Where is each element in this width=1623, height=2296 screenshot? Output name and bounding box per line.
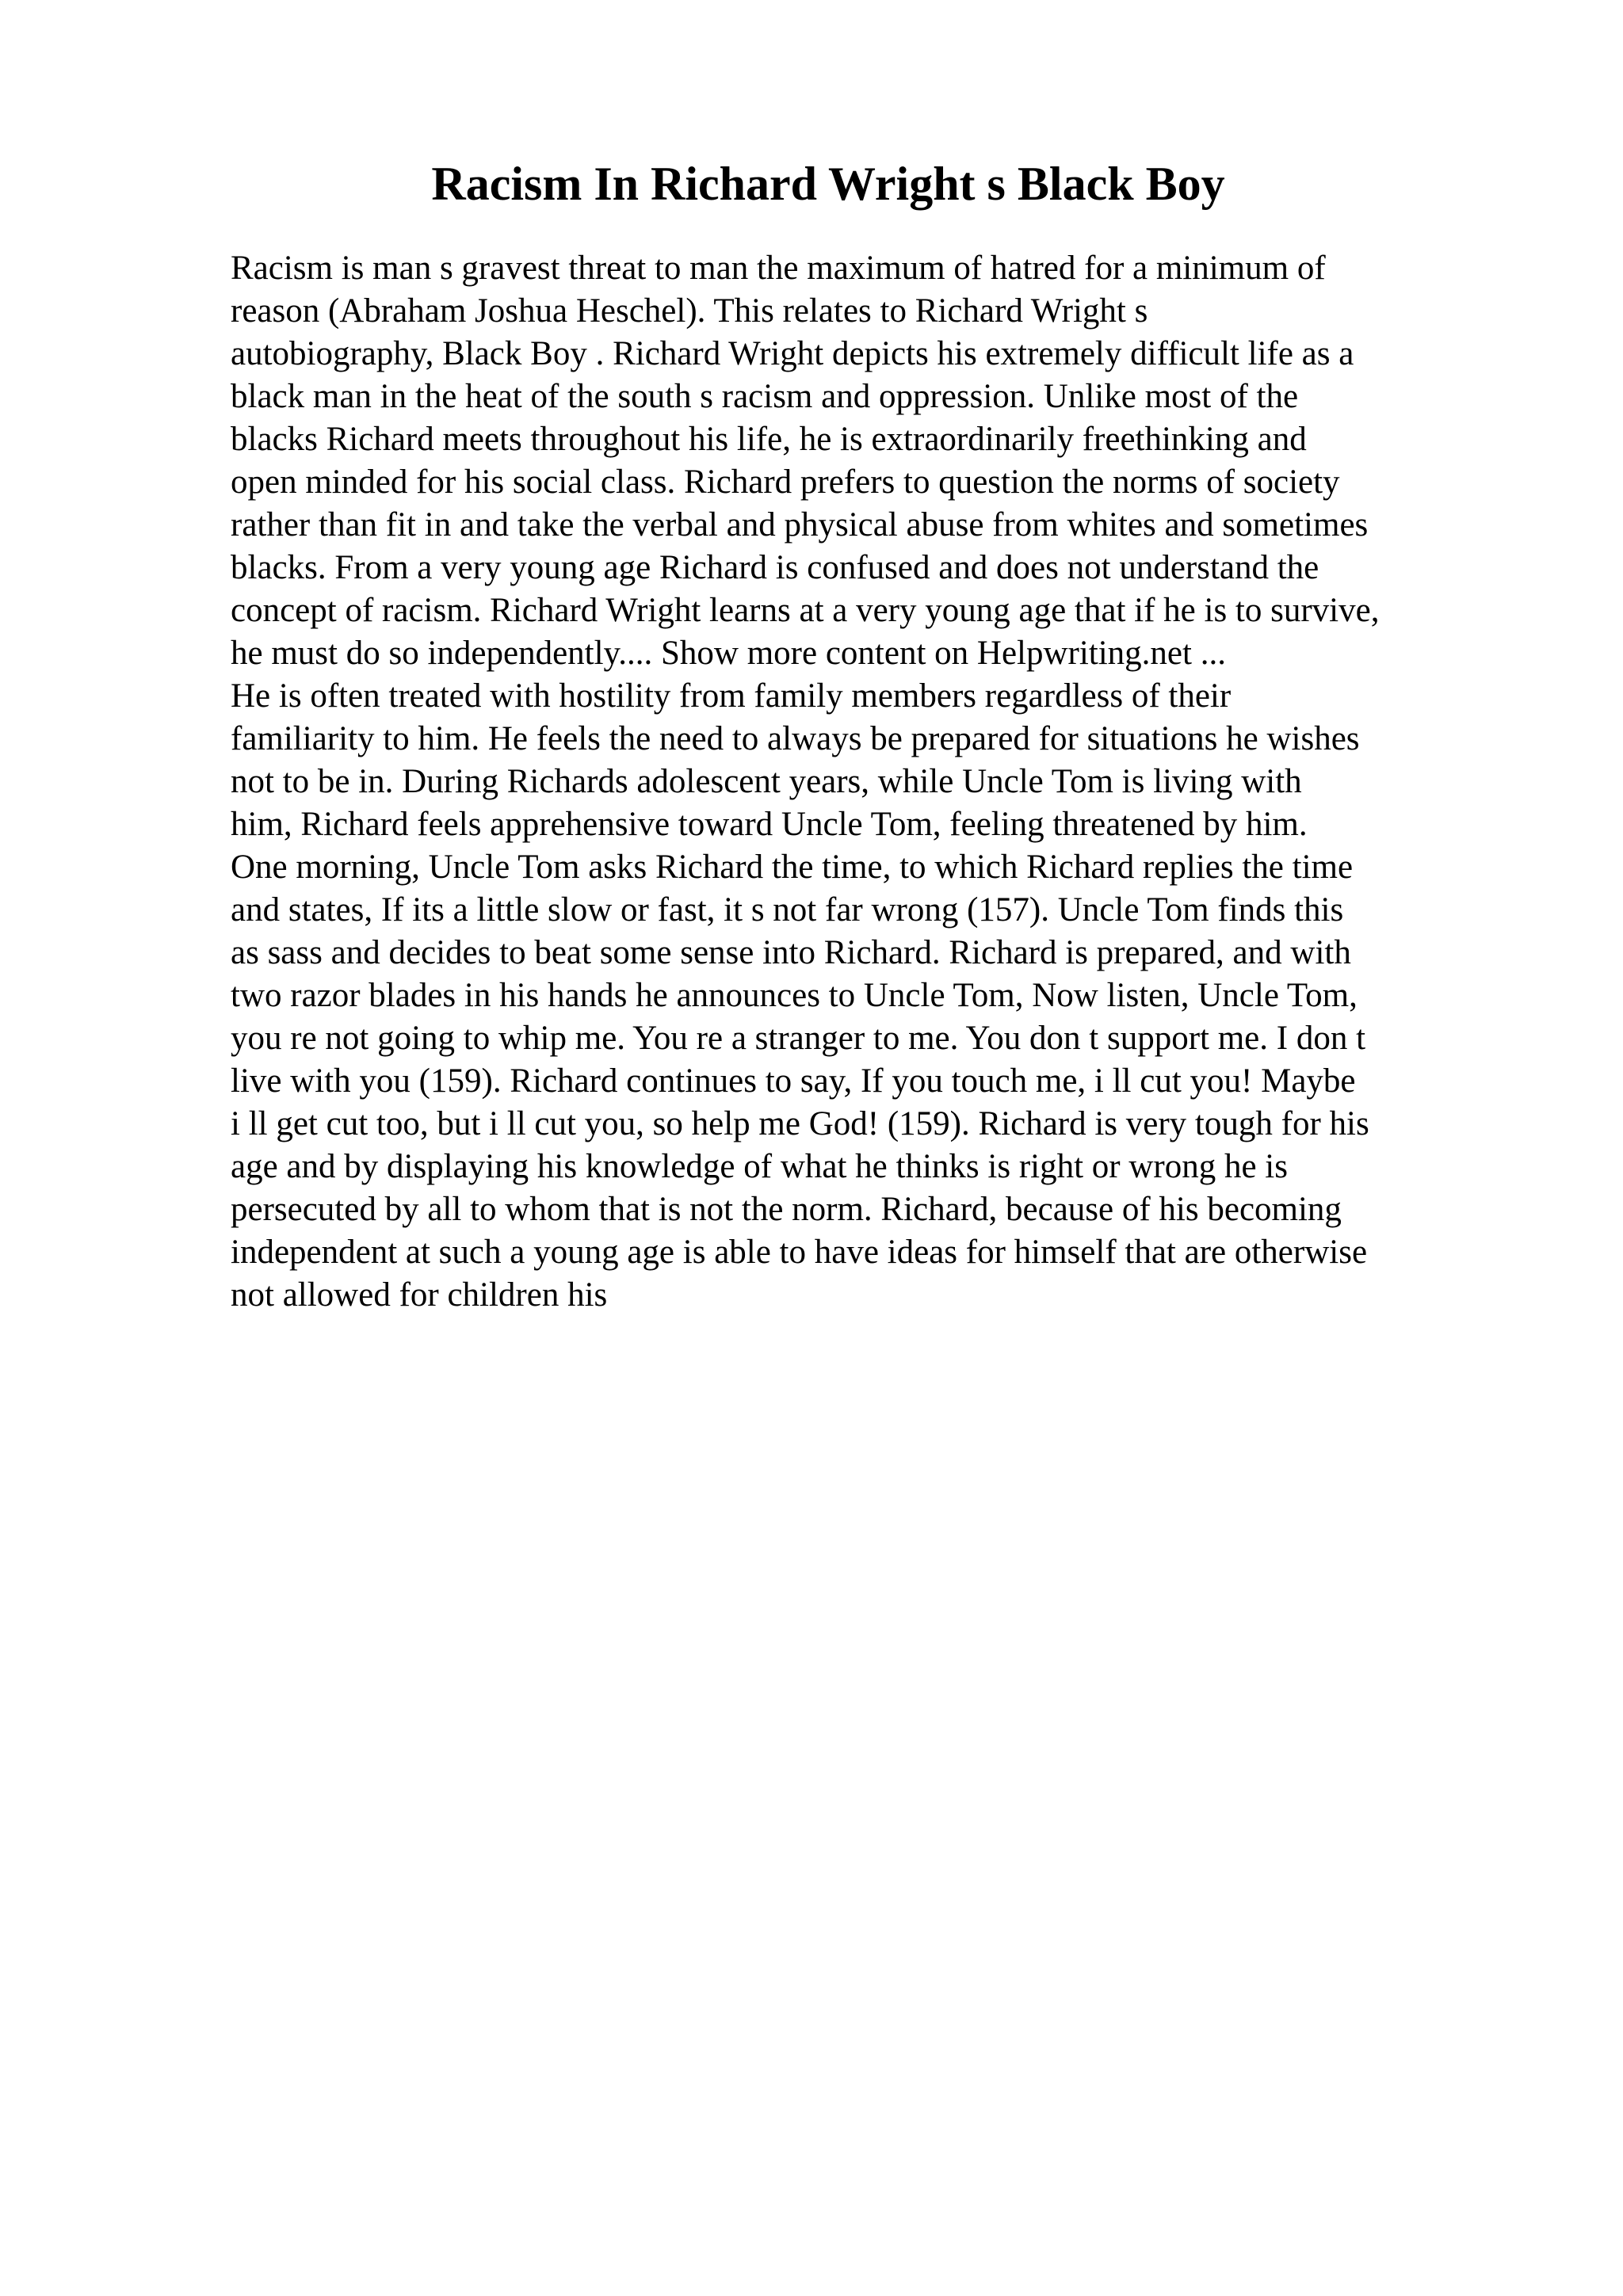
body-line: persecuted by all to whom that is not the norm. Richard, because of his becoming xyxy=(231,1191,1342,1228)
body-line: him, Richard feels apprehensive toward Uncle Tom, feeling threatened by him. xyxy=(231,806,1308,843)
body-line: two razor blades in his hands he announces to Uncle Tom, Now listen, Uncle Tom, xyxy=(231,977,1358,1014)
body-line: you re not going to whip me. You re a stranger to me. You don t support me. I don t xyxy=(231,1020,1366,1057)
body-line: autobiography, Black Boy . Richard Wright depicts his extremely difficult life as a xyxy=(231,335,1354,372)
body-line: concept of racism. Richard Wright learns at a very young age that if he is to survive, xyxy=(231,592,1380,629)
body-line: i ll get cut too, but i ll cut you, so help me God! (159). Richard is very tough for his xyxy=(231,1105,1369,1142)
body-line: independent at such a young age is able to have ideas for himself that are otherwise xyxy=(231,1234,1368,1271)
body-line: and states, If its a little slow or fast, it s not far wrong (157). Uncle Tom finds this xyxy=(231,891,1344,929)
body-line: rather than fit in and take the verbal and physical abuse from whites and sometimes xyxy=(231,506,1369,543)
body-line: One morning, Uncle Tom asks Richard the time, to which Richard replies the time xyxy=(231,849,1354,886)
body-line: live with you (159). Richard continues to say, If you touch me, i ll cut you! Maybe xyxy=(231,1062,1356,1100)
body-line: blacks. From a very young age Richard is confused and does not understand the xyxy=(231,549,1319,586)
body-line: black man in the heat of the south s racism and oppression. Unlike most of the xyxy=(231,378,1299,415)
body-line: open minded for his social class. Richard prefers to question the norms of society xyxy=(231,463,1340,501)
document-body xyxy=(231,247,1530,1317)
body-line: He is often treated with hostility from family members regardless of their xyxy=(231,677,1232,715)
body-line: not allowed for children his xyxy=(231,1276,608,1314)
body-line: not to be in. During Richards adolescent years, while Uncle Tom is living with xyxy=(231,763,1302,800)
body-line: age and by displaying his knowledge of what he thinks is right or wrong he is xyxy=(231,1148,1288,1185)
body-line: familiarity to him. He feels the need to always be prepared for situations he wishes xyxy=(231,720,1360,757)
body-line: he must do so independently.... Show more content on Helpwriting.net ... xyxy=(231,635,1226,672)
body-line: Racism is man s gravest threat to man the maximum of hatred for a minimum of xyxy=(231,250,1326,287)
body-line: blacks Richard meets throughout his life, he is extraordinarily freethinking and xyxy=(231,421,1307,458)
body-line: reason (Abraham Joshua Heschel). This relates to Richard Wright s xyxy=(231,292,1148,330)
document-title: Racism In Richard Wright s Black Boy xyxy=(431,158,1225,210)
body-line: as sass and decides to beat some sense into Richard. Richard is prepared, and with xyxy=(231,934,1351,971)
